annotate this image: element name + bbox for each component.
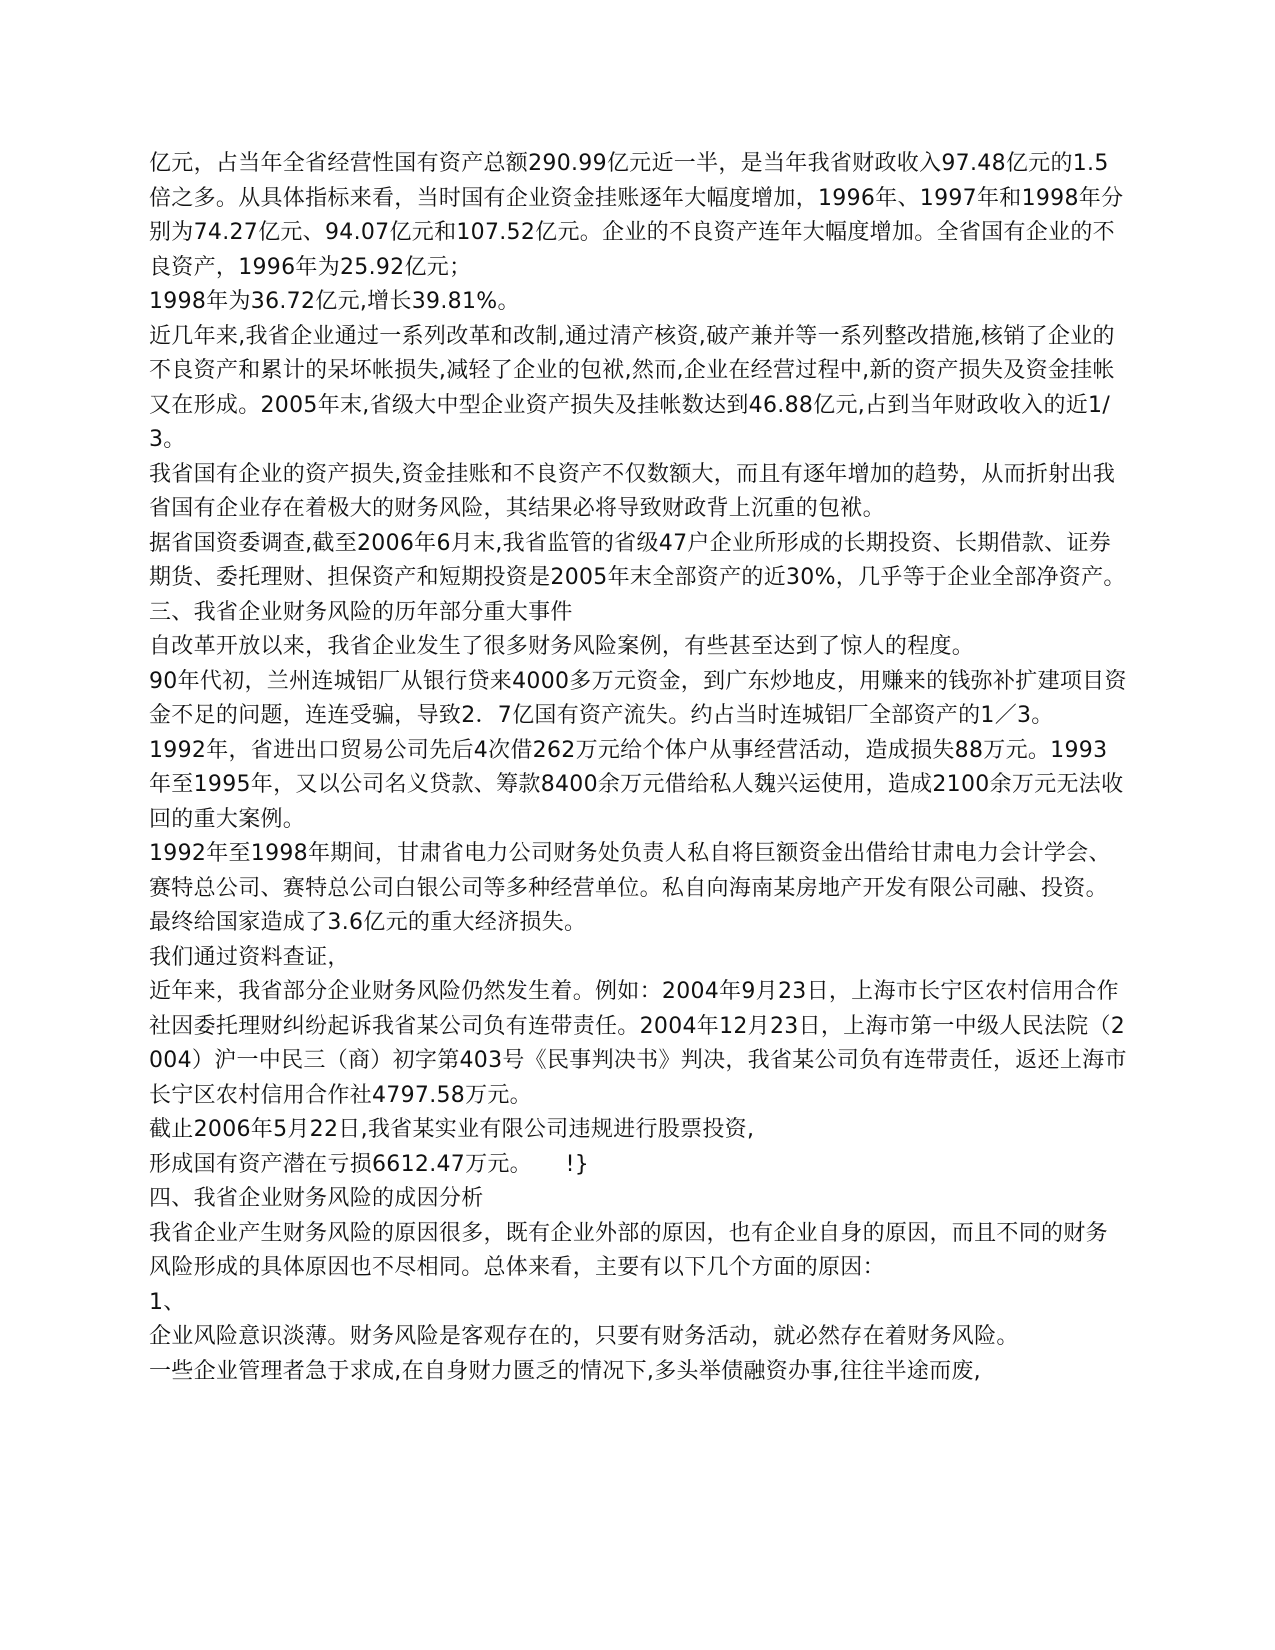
section-heading-4: 四、我省企业财务风险的成因分析 xyxy=(149,1186,484,1211)
paragraph-14: 我省企业产生财务风险的原因很多，既有企业外部的原因，也有企业自身的原因，而且不同的财务风险形成的具体原因也不尽相同。总体来看，主要有以下几个方面的原因： xyxy=(149,1220,1108,1280)
paragraph-4: 我省国有企业的资产损失,资金挂账和不良资产不仅数额大，而且有逐年增加的趋势，从而折射出我省国有企业存在着极大的财务风险，其结果必将导致财政背上沉重的包袱。 xyxy=(149,461,1116,521)
paragraph-7: 90年代初，兰州连城铝厂从银行贷来4000多万元资金，到广东炒地皮，用赚来的钱弥补扩建项目资金不足的问题，连连受骗，导致2．7亿国有资产流失。约占当时连城铝厂全部资产的1／3。 xyxy=(149,668,1127,728)
paragraph-9: 1992年至1998年期间，甘肃省电力公司财务处负责人私自将巨额资金出借给甘肃电力会计学会、赛特总公司、赛特总公司白银公司等多种经营单位。私自向海南某房地产开发有限公司融、投资。最终给国家造成了3.6亿元的重大经济损失。 xyxy=(149,841,1111,935)
paragraph-13: 形成国有资产潜在亏损6612.47万元。 !} xyxy=(149,1151,589,1177)
section-heading-3: 三、我省企业财务风险的历年部分重大事件 xyxy=(149,599,573,625)
list-number-1: 1、 xyxy=(149,1289,186,1315)
paragraph-16: 一些企业管理者急于求成,在自身财力匮乏的情况下,多头举债融资办事,往往半途而废, xyxy=(149,1358,981,1384)
paragraph-6: 自改革开放以来，我省企业发生了很多财务风险案例，有些甚至达到了惊人的程度。 xyxy=(149,634,975,659)
paragraph-5: 据省国资委调查,截至2006年6月末,我省监管的省级47户企业所形成的长期投资、长期借款、证券期货、委托理财、担保资产和短期投资是2005年末全部资产的近30%，几乎等于企业全部净资产。 xyxy=(149,530,1126,590)
paragraph-12: 截止2006年5月22日,我省某实业有限公司违规进行股票投资, xyxy=(149,1117,755,1142)
paragraph-15: 企业风险意识淡薄。财务风险是客观存在的，只要有财务活动，就必然存在着财务风险。 xyxy=(149,1324,1019,1349)
paragraph-11: 近年来，我省部分企业财务风险仍然发生着。例如：2004年9月23日，上海市长宁区农村信用合作社因委托理财纠纷起诉我省某公司负有连带责任。2004年12月23日，上海市第一中级人民法院（2004）沪一中民三（商）初字第403号《民事判决书》判决，我省某公司负有连带责任，返还上海市长宁区农村信用合作社4797.58万元。 xyxy=(149,979,1127,1108)
paragraph-1: 亿元，占当年全省经营性国有资产总额290.99亿元近一半，是当年我省财政收入97.48亿元的1.5倍之多。从具体指标来看，当时国有企业资金挂账逐年大幅度增加，1996年、1997年和1998年分别为74.27亿元、94.07亿元和107.52亿元。企业的不良资产连年大幅度增加。全省国有企业的不良资产，1996年为25.92亿元； xyxy=(149,151,1124,280)
paragraph-10: 我们通过资料查证， xyxy=(149,944,350,970)
paragraph-8: 1992年，省进出口贸易公司先后4次借262万元给个体户从事经营活动，造成损失88万元。1993年至1995年，又以公司名义贷款、筹款8400余万元借给私人魏兴运使用，造成2100余万元无法收回的重大案例。 xyxy=(149,737,1124,832)
paragraph-2: 1998年为36.72亿元,增长39.81%。 xyxy=(149,289,520,314)
paragraph-3: 近几年来,我省企业通过一系列改革和改制,通过清产核资,破产兼并等一系列整改措施,核销了企业的不良资产和累计的呆坏帐损失,减轻了企业的包袱,然而,企业在经营过程中,新的资产损失及资金挂帐又在形成。2005年末,省级大中型企业资产损失及挂帐数达到46.88亿元,占到当年财政收入的近1/3。 xyxy=(149,323,1115,452)
document-body xyxy=(149,147,1129,1389)
